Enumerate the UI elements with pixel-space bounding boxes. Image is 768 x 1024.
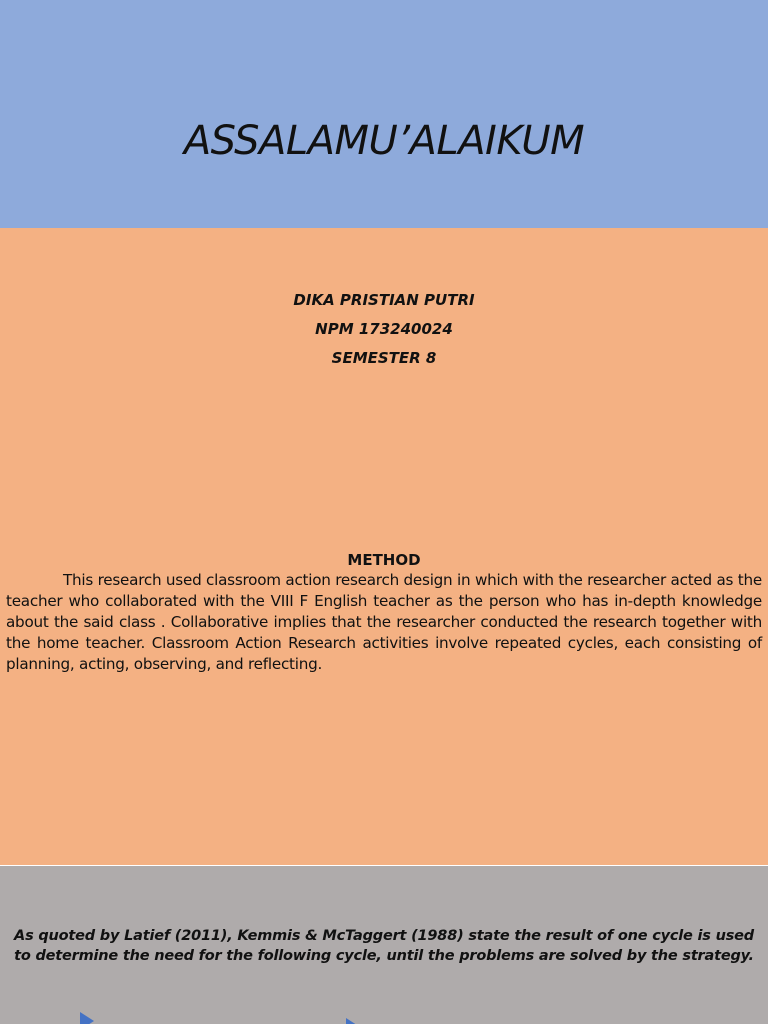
quote-text: As quoted by Latief (2011), Kemmis & McTaggert (1988) state the result of one cycle is used to determine the need for the following cycle, until the problems are solved by the strategy.	[14, 928, 754, 964]
author-name: DIKA PRISTIAN PUTRI	[293, 291, 475, 309]
author-identity	[0, 286, 768, 373]
identity-slide	[0, 228, 768, 865]
greeting-heading: ASSALAMU’ALAIKUM	[183, 118, 585, 164]
method-section	[6, 550, 762, 675]
quote-slide	[0, 866, 768, 1024]
arrow-right-icon	[346, 1018, 360, 1024]
method-heading: METHOD	[347, 551, 421, 569]
title-slide	[0, 0, 768, 228]
method-paragraph: This research used classroom action research design in which with the researcher acted as the teacher who collaborated with the VIII F English teacher as the person who has in-depth knowledge about the said class . Collaborative implies that the researcher conducted the research together with the home teacher. Classroom Action Research activities involve repeated cycles, each consisting of planning, acting, observing, and reflecting.	[6, 571, 762, 673]
student-number: NPM 173240024	[315, 320, 453, 338]
semester-label: SEMESTER 8	[331, 349, 437, 367]
arrow-right-icon	[80, 1012, 94, 1024]
